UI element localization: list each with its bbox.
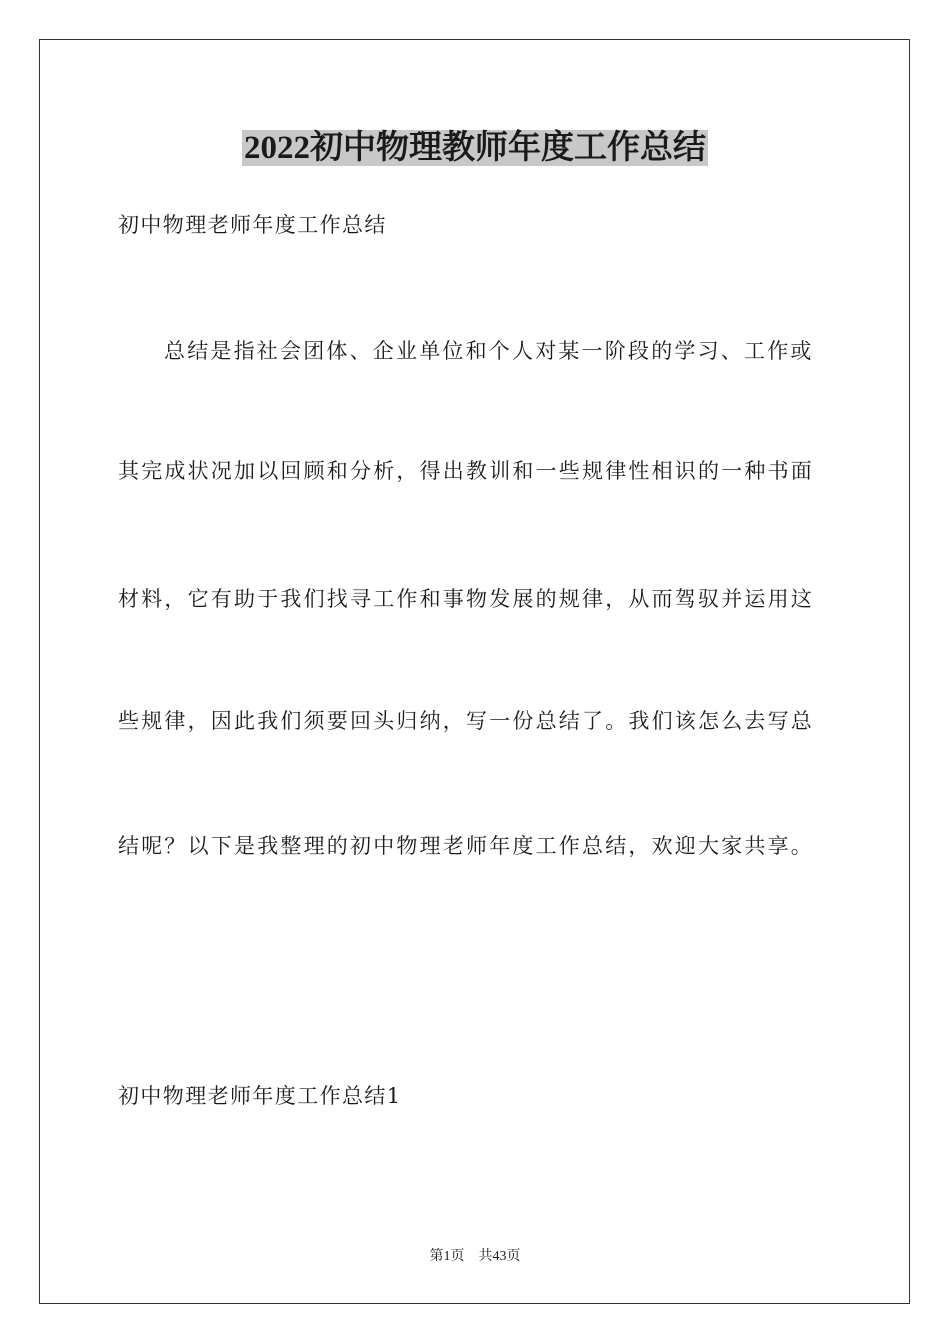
paragraph-line: 总结是指社会团体、企业单位和个人对某一阶段的学习、工作或 (164, 339, 814, 363)
paragraph-line: 材料，它有助于我们找寻工作和事物发展的规律，从而驾驭并运用这 (118, 587, 814, 611)
section-heading: 初中物理老师年度工作总结1 (118, 1084, 402, 1108)
paragraph-line: 些规律，因此我们须要回头归纳，写一份总结了。我们该怎么去写总 (118, 709, 814, 733)
page-number: 第1页 (429, 1249, 465, 1264)
page-total: 共43页 (478, 1249, 521, 1264)
paragraph-line: 其完成状况加以回顾和分析，得出教训和一些规律性相识的一种书面 (118, 459, 814, 483)
document-subtitle: 初中物理老师年度工作总结 (118, 213, 387, 237)
document-title-text: 2022初中物理教师年度工作总结 (244, 130, 706, 166)
paragraph-line: 结呢？以下是我整理的初中物理老师年度工作总结，欢迎大家共享。 (118, 834, 814, 858)
document-title (0, 126, 950, 170)
page-footer (0, 1247, 950, 1267)
